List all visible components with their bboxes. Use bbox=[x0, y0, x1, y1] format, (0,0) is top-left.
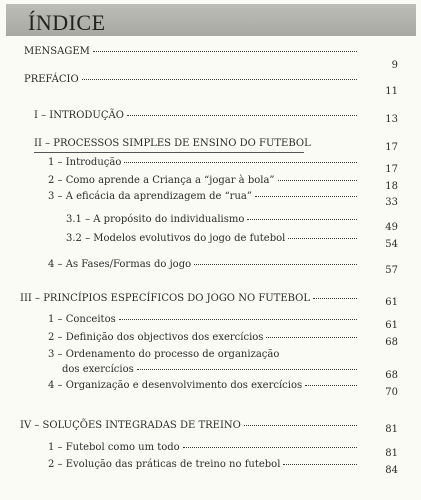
toc-entry-c4[interactable] bbox=[48, 380, 360, 391]
toc-page: 61 bbox=[385, 297, 398, 308]
toc-label: 2 – Evolução das práticas de treino no futebol bbox=[48, 459, 281, 470]
toc-page: 70 bbox=[385, 387, 398, 398]
toc-entry-p2[interactable] bbox=[48, 175, 360, 186]
toc-label: 3.1 – A propósito do individualismo bbox=[66, 214, 245, 225]
title-band bbox=[6, 4, 416, 36]
leader-dots bbox=[305, 385, 357, 386]
toc-entry-p1[interactable] bbox=[48, 157, 360, 168]
toc-entry-c1[interactable] bbox=[48, 314, 360, 325]
toc-entry-c3[interactable]: 3 – Ordenamento do processo de organização bbox=[48, 349, 280, 360]
toc-label: 3 – A eficácia da aprendizagem de “rua” bbox=[48, 191, 252, 202]
leader-dots bbox=[93, 51, 357, 52]
toc-entry-c3-cont[interactable] bbox=[62, 364, 360, 375]
toc-page: 49 bbox=[385, 222, 398, 233]
toc-page: 68 bbox=[385, 370, 398, 381]
toc-entry-processos[interactable]: II – PROCESSOS SIMPLES DE ENSINO DO FUTEBOL bbox=[34, 138, 311, 149]
toc-page: 11 bbox=[385, 86, 398, 97]
leader-dots bbox=[288, 238, 357, 239]
toc-label: MENSAGEM bbox=[24, 46, 90, 57]
toc-entry-solucoes[interactable] bbox=[20, 420, 360, 431]
toc-label: 4 – As Fases/Formas do jogo bbox=[48, 259, 192, 270]
toc-label: PREFÁCIO bbox=[24, 74, 79, 85]
leader-dots bbox=[119, 319, 357, 320]
page-title: ÍNDICE bbox=[28, 10, 106, 35]
toc-entry-s2[interactable] bbox=[48, 459, 360, 470]
toc-page: 17 bbox=[385, 164, 398, 175]
toc-label: IV – SOLUÇÕES INTEGRADAS DE TREINO bbox=[20, 420, 241, 431]
leader-dots bbox=[124, 162, 357, 163]
toc-entry-p4[interactable] bbox=[48, 259, 360, 270]
toc-label: 4 – Organização e desenvolvimento dos exercícios bbox=[48, 380, 303, 391]
toc-label: 2 – Como aprende a Criança a “jogar à bola” bbox=[48, 175, 275, 186]
leader-dots bbox=[283, 464, 357, 465]
leader-dots bbox=[255, 196, 357, 197]
toc-page: 81 bbox=[385, 424, 398, 435]
leader-dots bbox=[244, 425, 357, 426]
toc-entry-prefacio[interactable] bbox=[24, 74, 360, 85]
toc-label: 2 – Definição dos objectivos dos exercícios bbox=[48, 332, 264, 343]
toc-page: 81 bbox=[385, 448, 398, 459]
leader-dots bbox=[313, 298, 357, 299]
section-rule bbox=[34, 152, 304, 153]
leader-dots bbox=[247, 219, 357, 220]
toc-label: 1 – Introdução bbox=[48, 157, 122, 168]
leader-dots bbox=[266, 337, 357, 338]
toc-page: 57 bbox=[385, 265, 398, 276]
leader-dots bbox=[127, 115, 357, 116]
toc-page: 33 bbox=[385, 197, 398, 208]
toc-entry-principios[interactable] bbox=[20, 293, 360, 304]
toc-page: 54 bbox=[385, 239, 398, 250]
leader-dots bbox=[183, 447, 357, 448]
toc-entry-p31[interactable] bbox=[66, 214, 360, 225]
toc-page: 68 bbox=[385, 337, 398, 348]
leader-dots bbox=[137, 369, 357, 370]
toc-label: 1 – Futebol como um todo bbox=[48, 442, 180, 453]
leader-dots bbox=[82, 79, 357, 80]
toc-label: dos exercícios bbox=[62, 364, 134, 375]
leader-dots bbox=[278, 180, 357, 181]
toc-entry-introducao[interactable] bbox=[34, 110, 360, 121]
toc-entry-c2[interactable] bbox=[48, 332, 360, 343]
toc-label: III – PRINCÍPIOS ESPECÍFICOS DO JOGO NO FUTEBOL bbox=[20, 293, 311, 304]
toc-entry-mensagem[interactable] bbox=[24, 46, 360, 57]
toc-label: 3.2 – Modelos evolutivos do jogo de futebol bbox=[66, 233, 286, 244]
toc-page: 61 bbox=[385, 320, 398, 331]
toc-page: 18 bbox=[385, 181, 398, 192]
toc-page: 13 bbox=[385, 114, 398, 125]
toc-entry-s1[interactable] bbox=[48, 442, 360, 453]
toc-label: I – INTRODUÇÃO bbox=[34, 110, 124, 121]
toc-page: 84 bbox=[385, 465, 398, 476]
toc-entry-p3[interactable] bbox=[48, 191, 360, 202]
toc-page: 9 bbox=[391, 60, 398, 71]
leader-dots bbox=[194, 264, 357, 265]
toc-label: 1 – Conceitos bbox=[48, 314, 116, 325]
toc-page: 17 bbox=[385, 142, 398, 153]
toc-entry-p32[interactable] bbox=[66, 233, 360, 244]
